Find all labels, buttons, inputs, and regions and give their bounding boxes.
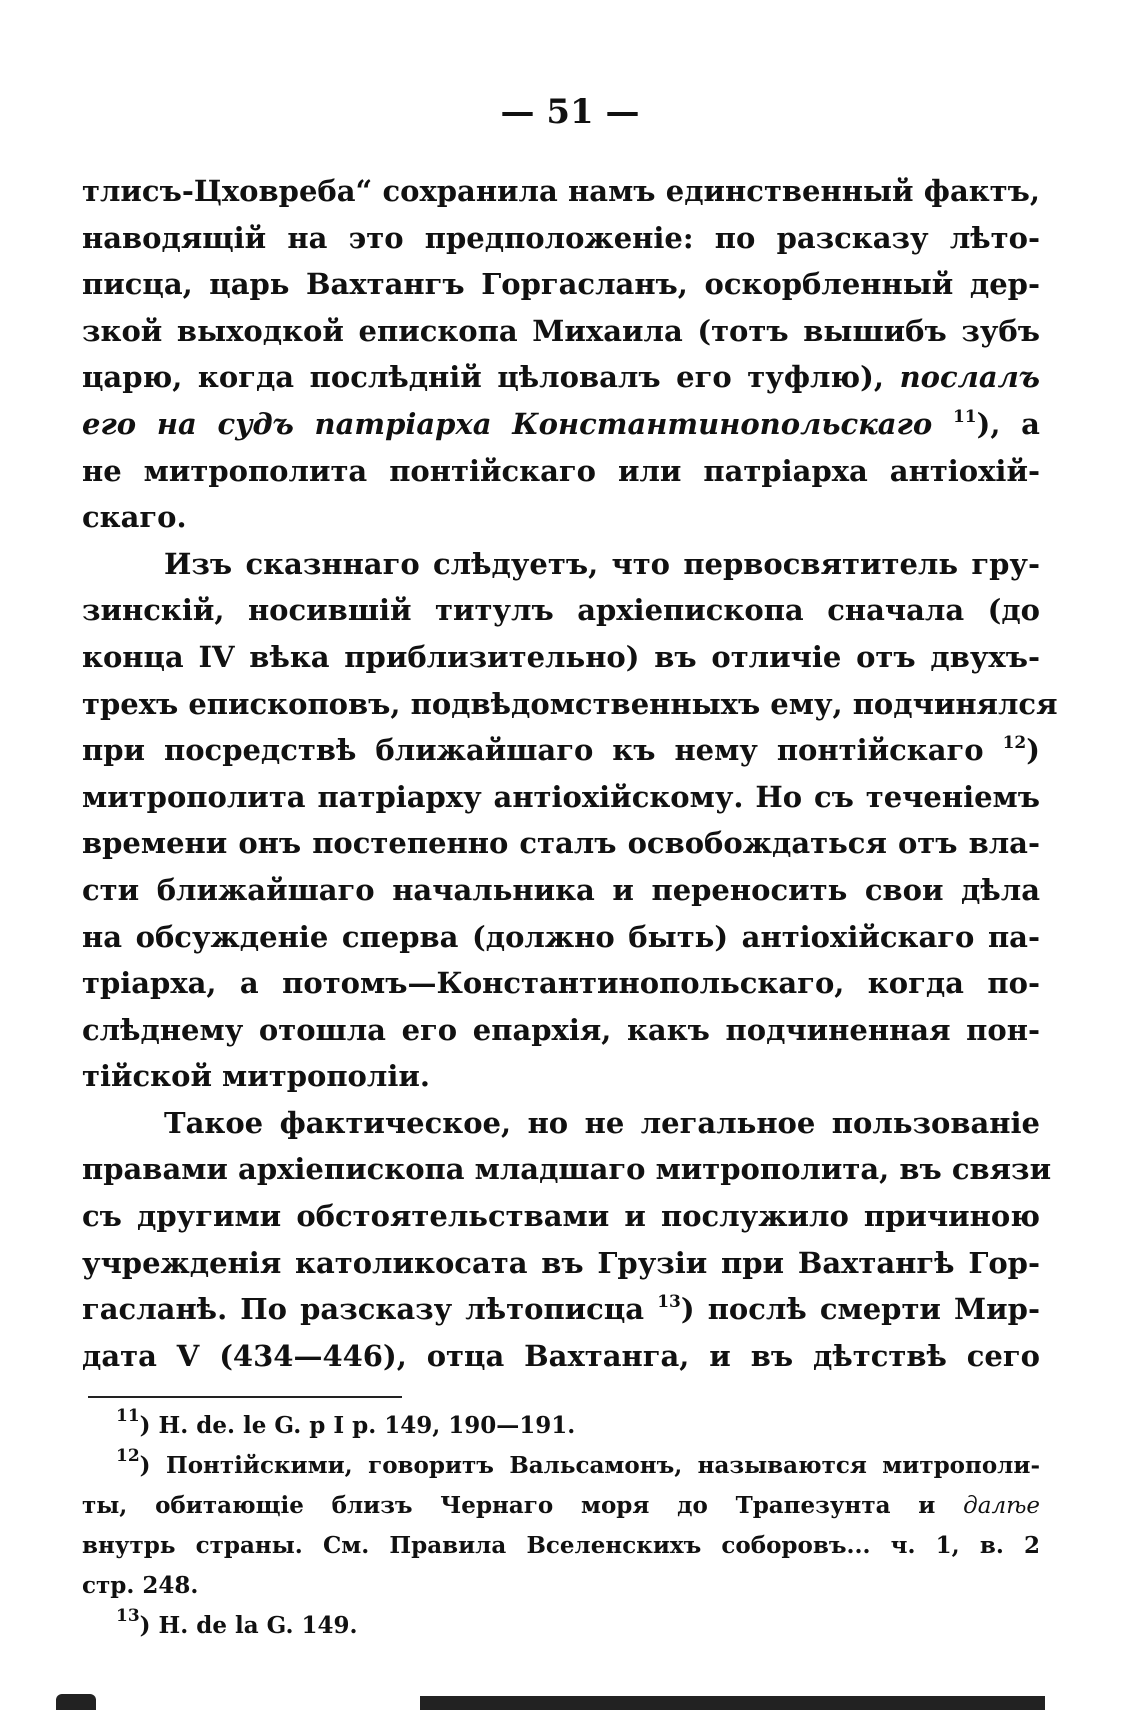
text-line: тлисъ-Цховреба“ сохранила намъ единственный фактъ,: [82, 174, 1040, 208]
text-line: писца, царь Вахтангъ Горгасланъ, оскорбленный дер-: [82, 267, 1040, 302]
footnote-ref: 11: [952, 406, 977, 427]
text-line: слѣднему отошла его епархія, какъ подчиненная пон-: [82, 1012, 1040, 1047]
text-line: не митрополита понтійскаго или патріарха антіохій-: [82, 453, 1040, 488]
footnote-divider: [88, 1396, 402, 1398]
text-line: конца IV вѣка приблизительно) въ отличіе отъ двухъ-: [82, 639, 1040, 674]
text-segment: царю, когда послѣдній цѣловалъ его туфлю),: [82, 360, 884, 395]
footnote-13: [82, 1606, 1040, 1646]
text-line: зинскій, носившій титулъ архіепископа сначала (до: [82, 593, 1040, 628]
footnote-12-line: внутрь страны. См. Правила Вселенскихъ соборовъ... ч. 1, в. 2: [82, 1532, 1040, 1559]
footnote-text: ты, обитающіе близъ Чернаго моря до Трапезунта и: [82, 1492, 936, 1519]
text-line: Такое фактическое, но не легальное пользованіе: [164, 1105, 1040, 1140]
text-line: съ другими обстоятельствами и послужило причиною: [82, 1199, 1040, 1234]
scan-edge-mark: [56, 1694, 96, 1710]
text-segment: ) послѣ смерти Мир-: [680, 1292, 1040, 1327]
text-segment: гасланѣ. По разсказу лѣтописца: [82, 1292, 645, 1327]
text-line: [82, 354, 1040, 401]
footnotes: [82, 1406, 1040, 1646]
footnote-12-line: стр. 248.: [82, 1572, 199, 1599]
footnote-text: ) H. de. le G. p I p. 149, 190—191.: [139, 1412, 576, 1439]
footnote-text: ) Понтійскими, говоритъ Вальсамонъ, называются митрополи-: [139, 1452, 1040, 1479]
italic-text: его на судъ патріарха Константинопольскаго: [82, 406, 933, 441]
text-line: [82, 401, 1040, 448]
footnote-ref: 13: [657, 1292, 681, 1313]
text-segment: при посредствѣ ближайшаго къ нему понтійскаго: [82, 733, 984, 768]
text-line: скаго.: [82, 500, 187, 535]
text-line: митрополита патріарху антіохійскому. Но съ теченіемъ: [82, 779, 1040, 814]
footnote-number: 12: [116, 1446, 140, 1466]
footnote-12: [82, 1446, 1040, 1486]
footnote-ref: 12: [1002, 733, 1027, 754]
text-line: зкой выходкой епископа Михаила (тотъ вышибъ зубъ: [82, 313, 1040, 348]
footnote-number: 11: [116, 1406, 140, 1426]
footnote-12-line: [82, 1486, 1040, 1526]
main-text: [82, 168, 1058, 1379]
text-line: сти ближайшаго начальника и переносить свои дѣла: [82, 872, 1040, 907]
text-line: тійской митрополіи.: [82, 1059, 430, 1094]
text-line: на обсужденіе сперва (должно быть) антіохійскаго па-: [82, 919, 1040, 954]
italic-text: послалъ: [899, 360, 1040, 395]
text-line: времени онъ постепенно сталъ освобождаться отъ вла-: [82, 826, 1040, 861]
footnote-11: [82, 1406, 1040, 1446]
text-line: [82, 1286, 1040, 1333]
text-segment: ): [1026, 733, 1040, 768]
text-line: Изъ сказннаго слѣдуетъ, что первосвятитель гру-: [164, 546, 1040, 581]
text-line: учрежденія католикосата въ Грузіи при Вахтангѣ Гор-: [82, 1245, 1040, 1280]
footnote-text: ) H. de la G. 149.: [139, 1612, 358, 1639]
page-number: — 51 —: [500, 92, 640, 132]
text-line: наводящій на это предположеніе: по разсказу лѣто-: [82, 220, 1040, 255]
text-line: правами архіепископа младшаго митрополита, въ связи: [82, 1152, 1052, 1187]
text-line: тріарха, а потомъ—Константинопольскаго, когда по-: [82, 966, 1040, 1001]
scan-edge-bar: [420, 1696, 1045, 1710]
footnote-number: 13: [116, 1606, 140, 1626]
italic-text: далѣе: [963, 1493, 1040, 1519]
text-segment: ), а: [976, 406, 1040, 441]
text-line: трехъ епископовъ, подвѣдомственныхъ ему, подчинялся: [82, 686, 1058, 721]
text-line: дата V (434—446), отца Вахтанга, и въ дѣтствѣ сего: [82, 1338, 1040, 1373]
text-line: [82, 727, 1040, 774]
